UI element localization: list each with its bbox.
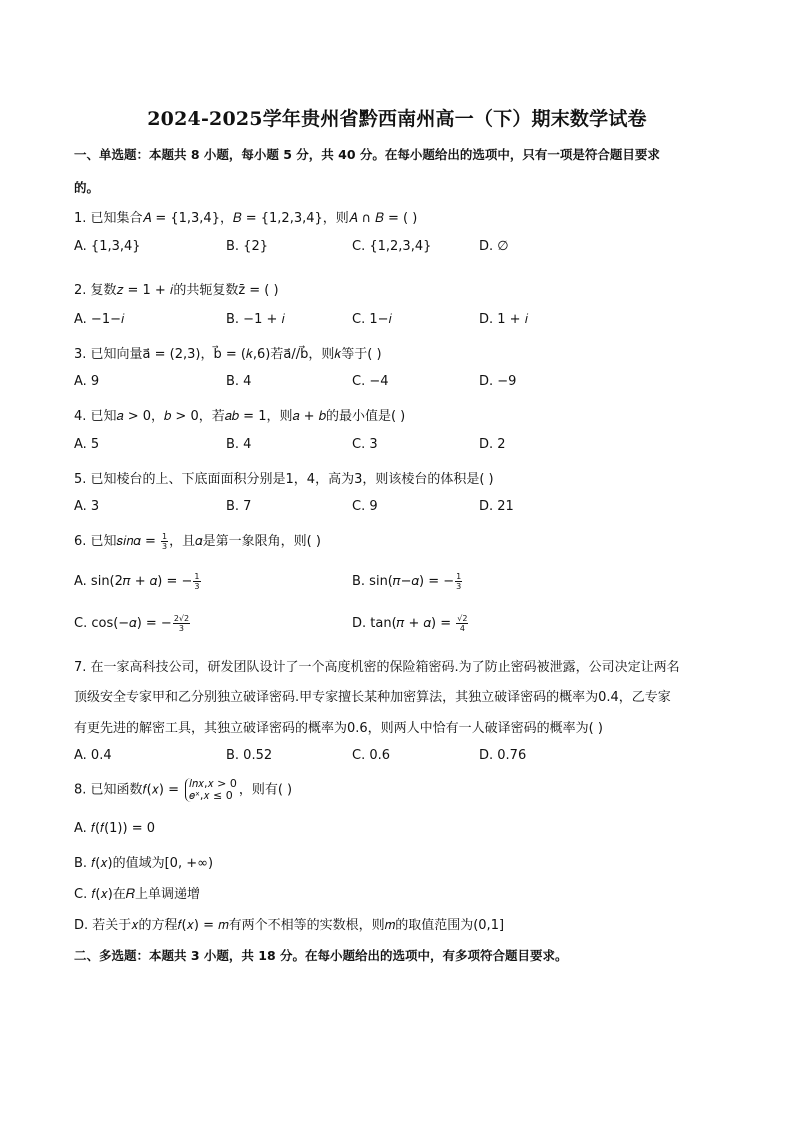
question-2-option-c: C. 1−𝑖: [352, 312, 392, 327]
question-1-option-d: D. ∅: [479, 239, 509, 254]
question-4-option-a: A. 5: [74, 437, 100, 452]
question-1-stem: 1. 已知集合𝐴 = {1,3,4}，𝐵 = {1,2,3,4}，则𝐴 ∩ 𝐵 = ( ): [74, 211, 418, 226]
question-4-option-d: D. 2: [479, 437, 506, 452]
fraction: [455, 572, 462, 591]
fraction-denominator: 3: [456, 582, 462, 591]
question-4-stem: 4. 已知𝑎 > 0，𝑏 > 0，若𝑎𝑏 = 1，则𝑎 + 𝑏的最小值是( ): [74, 409, 406, 424]
question-2-option-d: D. 1 + 𝑖: [479, 312, 529, 327]
question-4-option-c: C. 3: [352, 437, 378, 452]
question-8-option-a: A. 𝑓(𝑓(1)) = 0: [74, 821, 156, 836]
question-6-option-b: [352, 572, 463, 591]
question-3-stem: 3. 已知向量a⃗ = (2,3)，b⃗ = (𝑘,6)若a⃗//b⃗，则𝑘等于( ): [74, 347, 382, 362]
question-2-option-b: B. −1 + 𝑖: [226, 312, 285, 327]
fraction-numerator: √2: [457, 614, 468, 623]
question-1-option-a: A. {1,3,4}: [74, 239, 141, 254]
question-2-option-a: A. −1−𝑖: [74, 312, 125, 327]
fraction-numerator: 2√2: [173, 614, 190, 623]
case-2: 𝑒ˣ,𝑥 ≤ 0: [189, 789, 233, 802]
option-text: C. cos(−𝛼) = −: [74, 616, 172, 631]
question-1-option-b: B. {2}: [226, 239, 268, 254]
question-8-option-c: C. 𝑓(𝑥)在𝑅上单调递增: [74, 887, 200, 902]
fraction: [193, 572, 200, 591]
question-6-stem-post: ，且𝛼是第一象限角，则( ): [169, 534, 321, 549]
question-5-option-a: A. 3: [74, 499, 100, 514]
question-3-option-d: D. −9: [479, 374, 517, 389]
question-7-line-3: 有更先进的解密工具，其独立破译密码的概率为0.6，则两人中恰有一人破译密码的概率为( ): [74, 721, 603, 736]
question-3-option-a: A. 9: [74, 374, 100, 389]
question-8-option-b: B. 𝑓(𝑥)的值域为[0, +∞): [74, 856, 214, 871]
fraction-denominator: 3: [162, 542, 168, 551]
case-1: 𝑙𝑛𝑥,𝑥 > 0: [189, 777, 237, 790]
question-6-option-c: [74, 614, 191, 633]
fraction-numerator: 1: [162, 532, 168, 541]
question-6-option-a: [74, 572, 202, 591]
question-6-option-d: [352, 614, 469, 633]
question-7-line-2: 顶级安全专家甲和乙分别独立破译密码.甲专家擅长某种加密算法，其独立破译密码的概率为0.4，乙专家: [74, 690, 671, 705]
question-1-option-c: C. {1,2,3,4}: [352, 239, 432, 254]
question-4-option-b: B. 4: [226, 437, 252, 452]
fraction: [161, 532, 168, 551]
question-5-option-c: C. 9: [352, 499, 378, 514]
question-5-stem: 5. 已知棱台的上、下底面面积分别是1，4，高为3，则该棱台的体积是( ): [74, 472, 494, 487]
fraction-numerator: 1: [194, 572, 200, 581]
fraction-denominator: 3: [194, 582, 200, 591]
page-title: 2024-2025学年贵州省黔西南州高一（下）期末数学试卷: [147, 108, 647, 130]
question-8-stem: [74, 778, 292, 802]
question-8-option-d: D. 若关于𝑥的方程𝑓(𝑥) = 𝑚有两个不相等的实数根，则𝑚的取值范围为(0,1]: [74, 918, 505, 933]
option-text: A. sin(2𝜋 + 𝛼) = −: [74, 574, 193, 589]
option-text: D. tan(𝜋 + 𝛼) =: [352, 616, 456, 631]
fraction-denominator: 3: [178, 624, 185, 633]
question-2-stem: 2. 复数𝑧 = 1 + 𝑖的共轭复数z̄ = ( ): [74, 283, 279, 298]
section-1-heading: 一、单选题：本题共 8 小题，每小题 5 分，共 40 分。在每小题给出的选项中，只有一项是符合题目要求: [74, 147, 660, 162]
question-6-stem-pre: 6. 已知𝑠𝑖𝑛𝛼 =: [74, 534, 161, 549]
option-text: B. sin(𝜋−𝛼) = −: [352, 574, 455, 589]
fraction: [173, 614, 190, 633]
question-7-option-a: A. 0.4: [74, 748, 112, 763]
question-8-stem-post: ，则有( ): [238, 782, 293, 798]
fraction-denominator: 4: [459, 624, 465, 633]
question-6-stem: [74, 530, 321, 551]
question-7-option-b: B. 0.52: [226, 748, 273, 763]
question-7-line-1: 7. 在一家高科技公司，研发团队设计了一个高度机密的保险箱密码.为了防止密码被泄露，公司决定让两名: [74, 660, 680, 675]
question-3-option-b: B. 4: [226, 374, 252, 389]
piecewise-brace: [185, 778, 237, 802]
question-7-option-d: D. 0.76: [479, 748, 527, 763]
question-7-option-c: C. 0.6: [352, 748, 391, 763]
section-2-heading: 二、多选题：本题共 3 小题，共 18 分。在每小题给出的选项中，有多项符合题目要求。: [74, 948, 568, 963]
question-8-stem-pre: 8. 已知函数𝑓(𝑥) =: [74, 782, 184, 798]
question-3-option-c: C. −4: [352, 374, 389, 389]
fraction-numerator: 1: [456, 572, 462, 581]
question-5-option-b: B. 7: [226, 499, 252, 514]
fraction: [456, 614, 468, 633]
section-1-heading-cont: 的。: [74, 180, 100, 195]
question-5-option-d: D. 21: [479, 499, 514, 514]
